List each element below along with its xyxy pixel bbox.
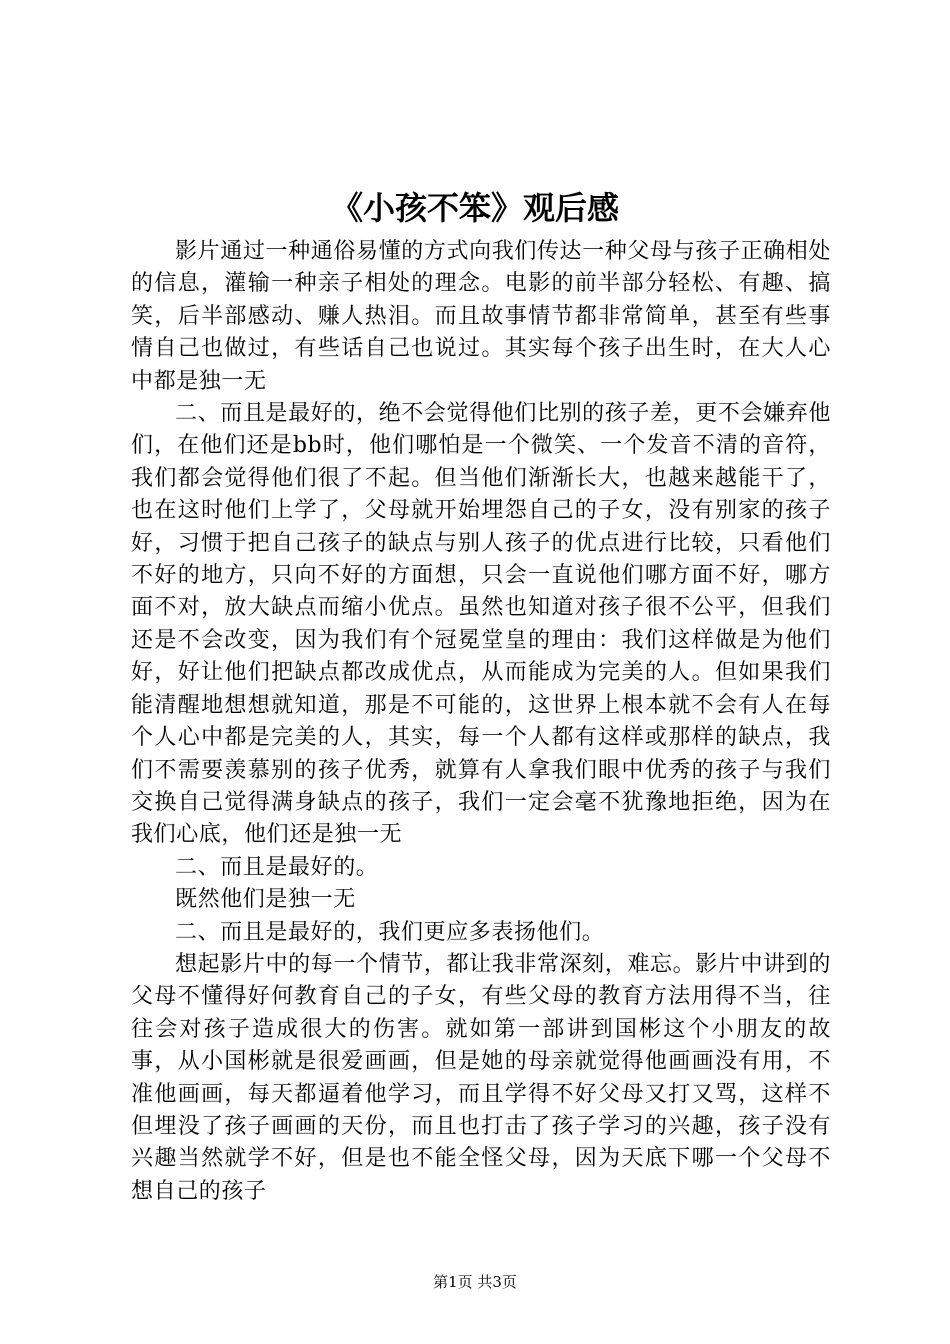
paragraph-2: 二、而且是最好的，绝不会觉得他们比别的孩子差，更不会嫌弃他们，在他们还是bb时，他们哪怕是一个微笑、一个发音不清的音符，我们都会觉得他们很了不起。但当他们渐渐长大，也越来越能干了，也在这时他们上学了，父母就开始埋怨自己的子女，没有别家的孩子好，习惯于把自己孩子的缺点与别人孩子的优点进行比较，只看他们不好的地方，只向不好的方面想，只会一直说他们哪方面不好，哪方面不对，放大缺点而缩小优点。虽然也知道对孩子很不公平，但我们还是不会改变，因为我们有个冠冕堂皇的理由：我们这样做是为他们好，好让他们把缺点都改成优点，从而能成为完美的人。但如果我们能清醒地想想就知道，那是不可能的，这世界上根本就不会有人在每个人心中都是完美的人，其实，每一个人都有这样或那样的缺点，我们不需要羡慕别的孩子优秀，就算有人拿我们眼中优秀的孩子与我们交换自己觉得满身缺点的孩子，我们一定会毫不犹豫地拒绝，因为在我们心底，他们还是独一无 (131, 401, 831, 848)
paragraph-4: 既然他们是独一无 (175, 887, 356, 913)
document-title: 《小孩不笨》观后感 (330, 189, 619, 227)
paragraph-3: 二、而且是最好的。 (175, 854, 379, 880)
paragraph-5: 二、而且是最好的，我们更应多表扬他们。 (175, 919, 605, 945)
page-number-footer: 第1页 共3页 (433, 1273, 517, 1291)
paragraph-6: 想起影片中的每一个情节，都让我非常深刻，难忘。影片中讲到的父母不懂得好何教育自己的子女，有些父母的教育方法用得不当，往往会对孩子造成很大的伤害。就如第一部讲到国彬这个小朋友的故事，从小国彬就是很爱画画，但是她的母亲就觉得他画画没有用，不准他画画，每天都逼着他学习，而且学得不好父母又打又骂，这样不但埋没了孩子画画的天份，而且也打击了孩子学习的兴趣，孩子没有兴趣当然就学不好，但是也不能全怪父母，因为天底下哪一个父母不想自己的孩子 (131, 951, 831, 1204)
paragraph-1: 影片通过一种通俗易懂的方式向我们传达一种父母与孩子正确相处的信息，灌输一种亲子相处的理念。电影的前半部分轻松、有趣、搞笑，后半部感动、赚人热泪。而且故事情节都非常简单，甚至有些事情自己也做过，有些话自己也说过。其实每个孩子出生时，在大人心中都是独一无 (131, 239, 831, 394)
document-body (131, 236, 831, 1208)
